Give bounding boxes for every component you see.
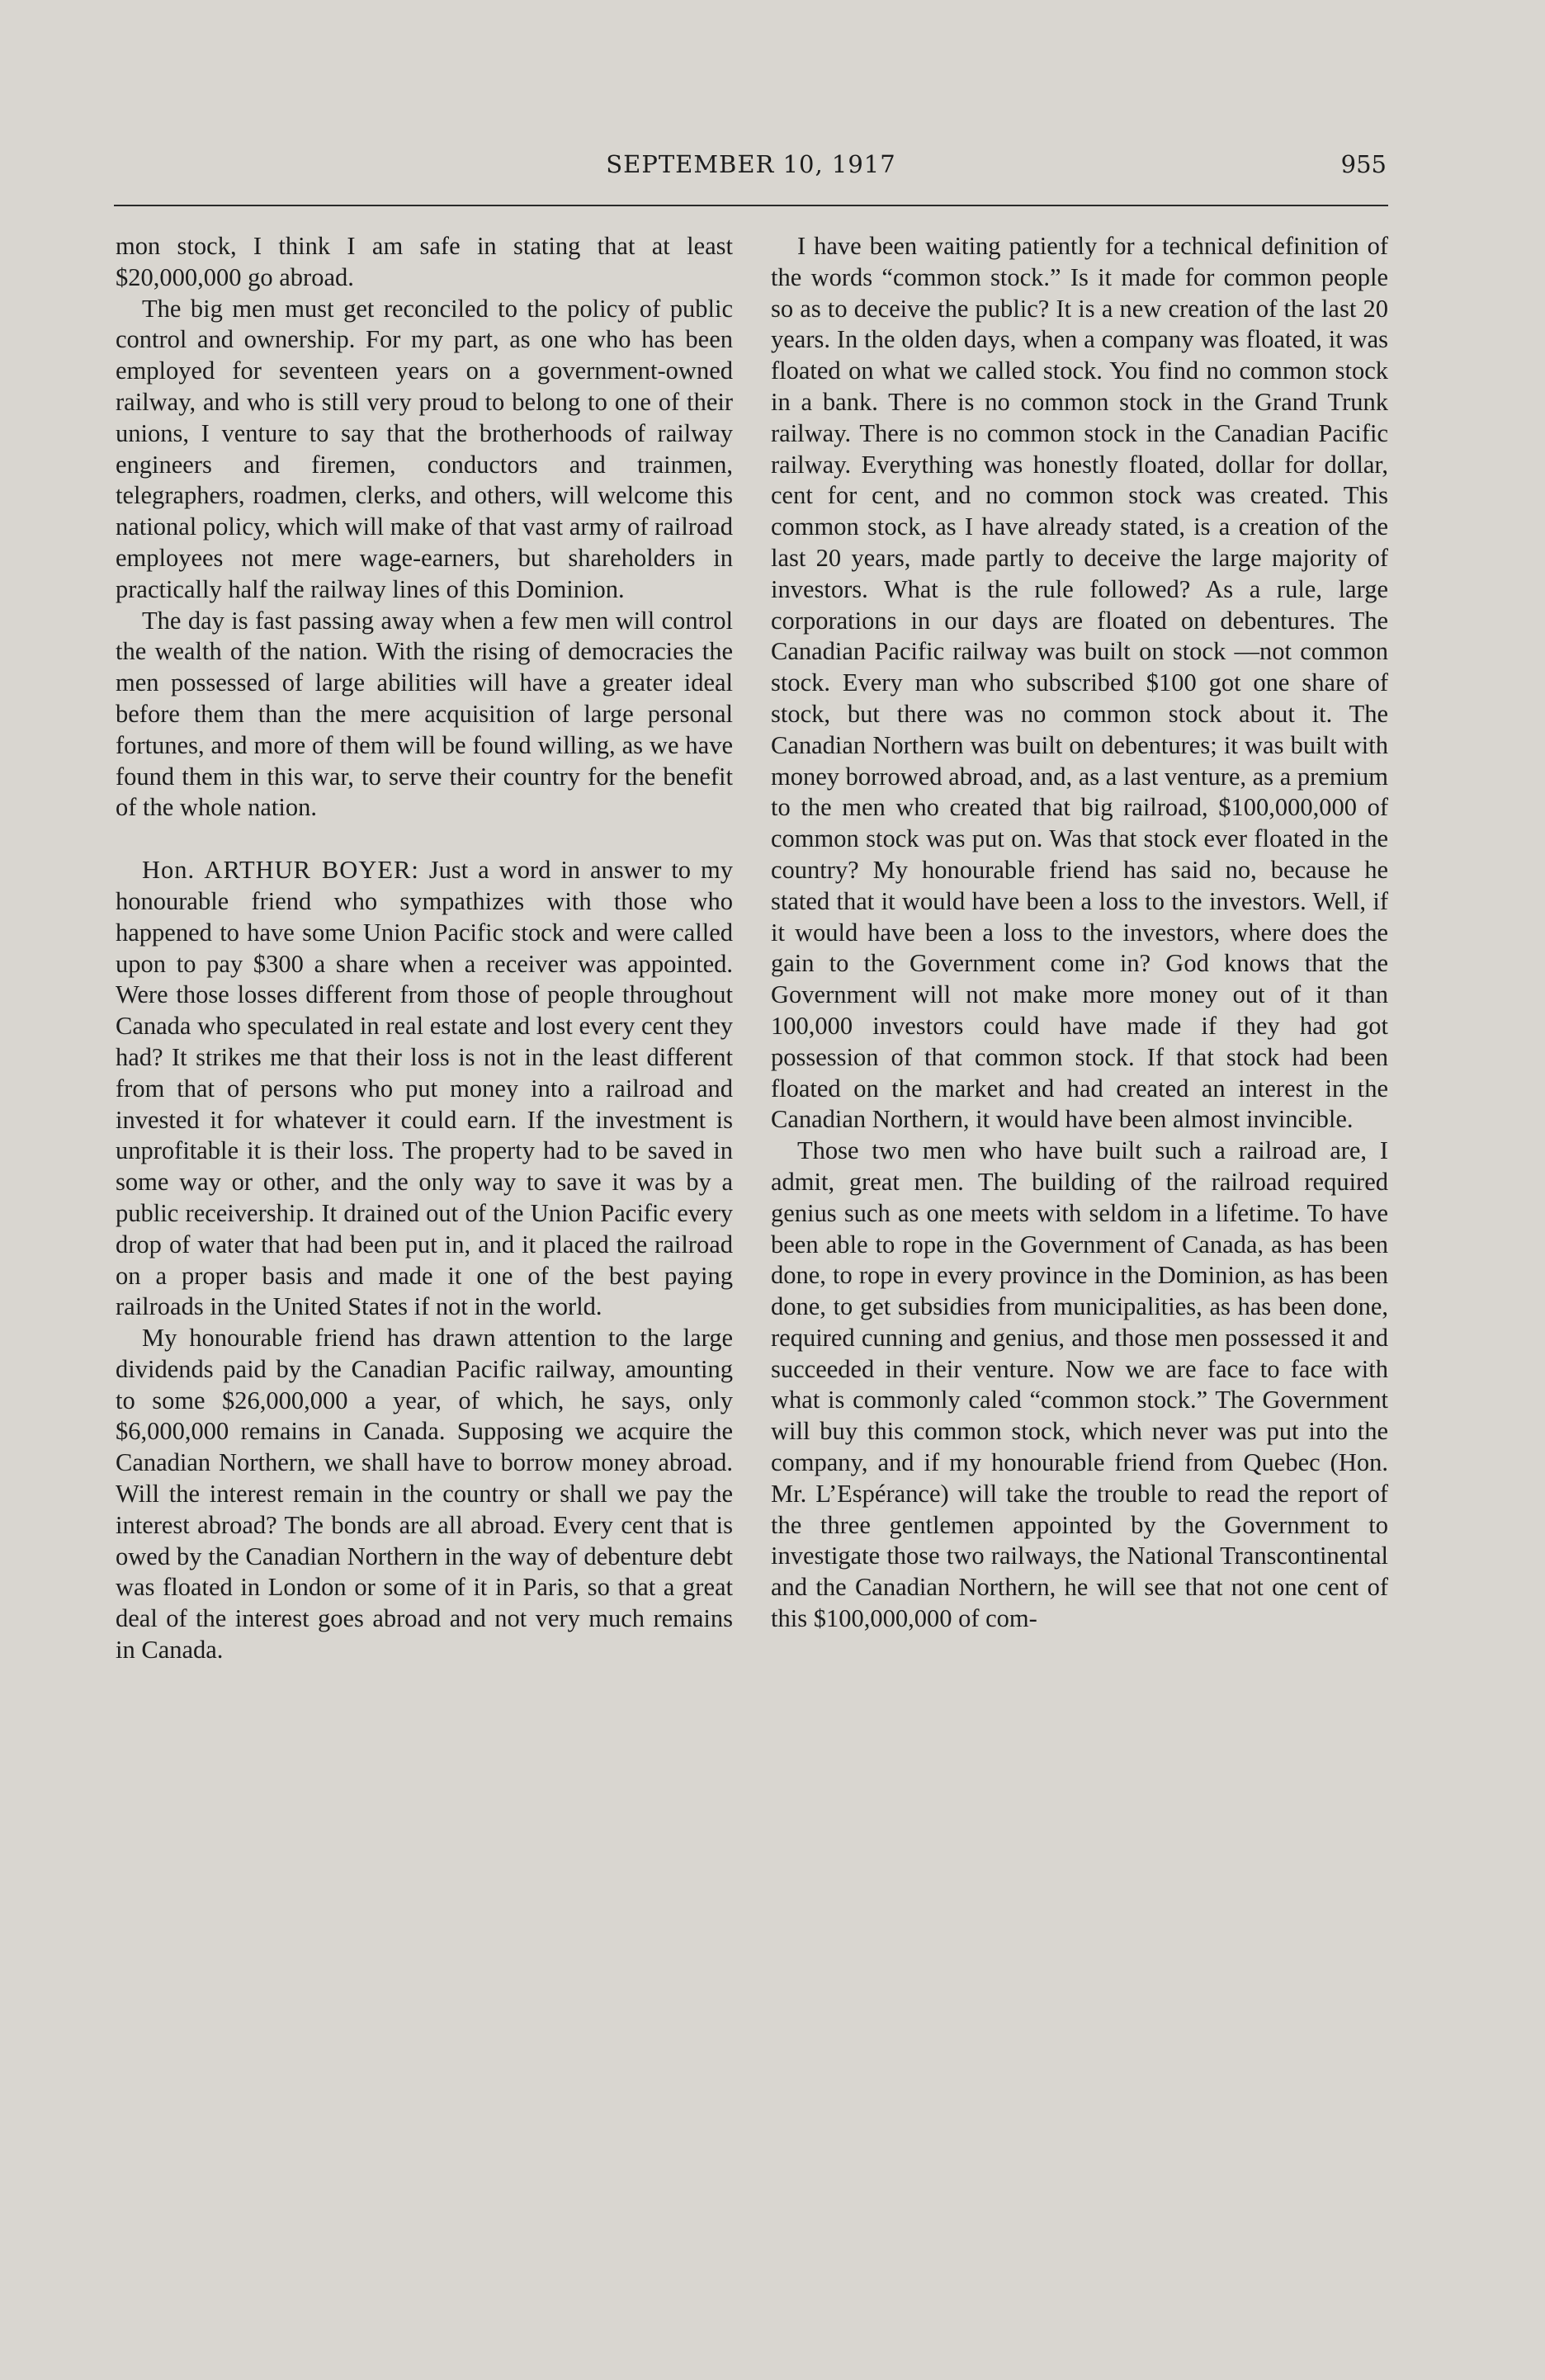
paragraph: mon stock, I think I am safe in stating that at least $20,000,000 go abroad. xyxy=(116,232,733,291)
page-header xyxy=(116,150,1387,183)
paragraph: The day is fast passing away when a few men will control the wealth of the nation. With the rising of democracies the men possessed of large abilities will have a greater ideal before them than the mere acquisition of large personal fortunes, and more of them will be found willing, as we have found them in this war, to serve their country for the benefit of the whole nation. xyxy=(116,606,733,822)
paragraph: Those two men who have built such a railroad are, I admit, great men. The building of the railroad required genius such as one meets with seldom in a lifetime. To have been able to rope in the Government of Canada, as has been done, to rope in every province in the Dominion, as has been done, to get subsidies from municipalities, as has been done, required cunning and genius, and those men possessed it and succeeded in their venture. Now we are face to face with what is commonly caled “common stock.” The Government will buy this common stock, which never was put into the company, and if my honourable friend from Quebec (Hon. Mr. L’Espérance) will take the trouble to read the report of the three gentlemen appointed by the Government to investigate those two railways, the National Transcontinental and the Canadian Northern, he will see that not one cent of this $100,000,000 of com- xyxy=(771,1136,1388,1633)
page-number: 955 xyxy=(1340,150,1387,178)
speaker-name: Hon. ARTHUR BOYER: xyxy=(142,856,419,885)
paragraph: My honourable friend has drawn attention to the large dividends paid by the Canadian Pacific railway, amounting to some $26,000,000 a year, of which, he says, only $6,000,000 remains in Canada. Supposing we acquire the Canadian Northern, we shall have to borrow money abroad. Will the interest remain in the country or shall we pay the interest abroad? The bonds are all abroad. Every cent that is owed by the Canadian Northern in the way of debenture debt was floated in London or some of it in Paris, so that a great deal of the interest goes abroad and not very much remains in Canada. xyxy=(116,1324,733,1665)
right-column xyxy=(771,231,1388,1635)
paragraph: I have been waiting patiently for a technical definition of the words “common stock.” Is it made for common people so as to deceive the public? It is a new creation of the last 20 years. In the olden days, when a company was floated, it was floated on what we called stock. You find no common stock in a bank. There is no common stock in the Grand Trunk railway. There is no common stock in the Canadian Pacific railway. Everything was honestly floated, dollar for dollar, cent for cent, and no common stock was created. This common stock, as I have already stated, is a creation of the last 20 years, made partly to deceive the large majority of investors. What is the rule followed? As a rule, large corporations in our days are floated on debentures. The Canadian Pacific railway was built on stock —not common stock. Every man who subscribed $100 got one share of stock, but there was no common stock about it. The Canadian Northern was built on debentures; it was built with money borrowed abroad, and, as a last venture, as a premium to the men who created that big railroad, $100,000,000 of common stock was put on. Was that stock ever floated in the country? My honourable friend has said no, because he stated that it would have been a loss to the investors. Well, if it would have been a loss to the investors, where does the gain to the Government come in? God knows that the Government will not make more money out of it than 100,000 investors could have made if they had got possession of that common stock. If that stock had been floated on the market and had created an interest in the Canadian Northern, it would have been almost invincible. xyxy=(771,232,1388,1134)
header-rule xyxy=(114,205,1388,206)
speech-text: Just a word in answer to my honourable friend who sympathizes with those who happened to have some Union Pacific stock and were called upon to pay $300 a share when a receiver was appointed. Were those losses different from those of people throughout Canada who speculated in real estate and lost every cent they had? It strikes me that their loss is not in the least different from that of persons who put money into a railroad and invested it for whatever it could earn. If the investment is unprofitable it is their loss. The property had to be saved in some way or other, and the only way to save it was by a public receivership. It drained out of the Union Pacific every drop of water that had been put in, and it placed the railroad on a proper basis and made it one of the best paying railroads in the United States if not in the world. xyxy=(116,856,733,1321)
left-column xyxy=(116,231,733,1666)
speech-paragraph xyxy=(116,855,733,1323)
header-date: SEPTEMBER 10, 1917 xyxy=(606,150,896,178)
paragraph: The big men must get reconciled to the policy of public control and ownership. For my part, as one who has been employed for seventeen years on a government-owned railway, and who is still very proud to belong to one of their unions, I venture to say that the brotherhoods of railway engineers and firemen, conductors and trainmen, telegraphers, roadmen, clerks, and others, will welcome this national policy, which will make of that vast army of railroad employees not mere wage-earners, but shareholders in practically half the railway lines of this Dominion. xyxy=(116,294,733,603)
